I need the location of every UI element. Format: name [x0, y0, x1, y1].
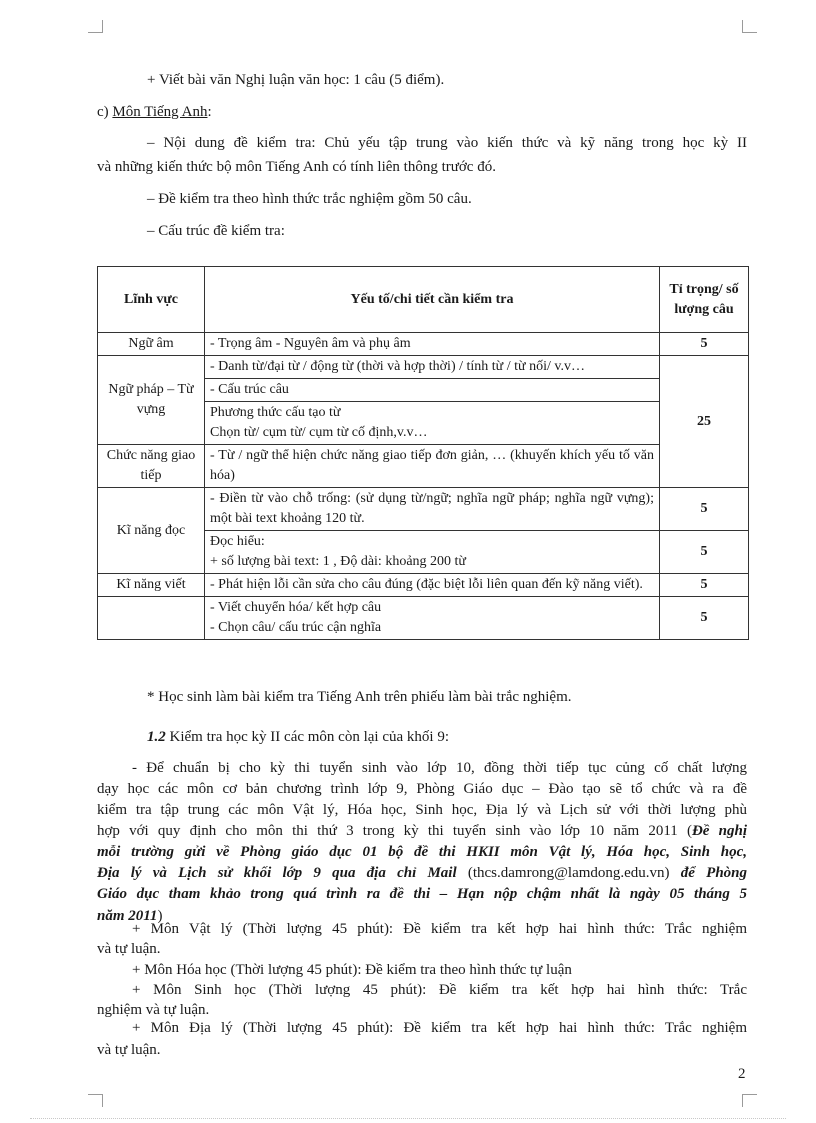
para3: – Cấu trúc đề kiểm tra: — [147, 223, 285, 239]
section-1-2-title: Kiểm tra học kỳ II các môn còn lại của khối 9: — [169, 729, 449, 745]
crop-mark-top-left — [88, 20, 103, 33]
field-cell: Ngữ pháp – Từ vựng — [98, 356, 205, 445]
para4-line4-emphasis: Đề nghị — [691, 823, 747, 839]
weight-cell: 5 — [660, 574, 749, 597]
weight-cell: 5 — [660, 333, 749, 356]
para4-line4-text: hợp với quy định cho môn thi thứ 3 trong kỳ thi tuyển sinh vào lớp 10 năm 2011 ( — [97, 823, 692, 839]
detail-line: + số lượng bài text: 1 , Độ dài: khoảng 200 từ — [210, 554, 467, 569]
page-bottom-rule — [30, 1118, 786, 1119]
crop-mark-bottom-right — [742, 1094, 757, 1107]
para1-line1: – Nội dung đề kiểm tra: Chủ yếu tập trung vào kiến thức và kỹ năng trong học kỳ II — [147, 135, 747, 151]
para4-line1: - Để chuẩn bị cho kỳ thi tuyển sinh vào lớp 10, đồng thời tiếp tục củng cố chất lượng — [132, 760, 747, 776]
subject-biology-line2: nghiệm và tự luận. — [97, 1002, 210, 1018]
subject-chemistry: + Môn Hóa học (Thời lượng 45 phút): Đề kiểm tra theo hình thức tự luận — [132, 962, 572, 978]
page-number: 2 — [738, 1066, 746, 1082]
field-cell: Kĩ năng đọc — [98, 488, 205, 574]
weight-cell: 5 — [660, 531, 749, 574]
section-c-prefix: c) — [97, 104, 109, 120]
crop-mark-top-right — [742, 20, 757, 33]
para4-line5: mỗi trường gửi về Phòng giáo dục 01 bộ đề thi HKII môn Vật lý, Hóa học, Sinh học, — [97, 844, 747, 860]
field-cell: Ngữ âm — [98, 333, 205, 356]
field-cell: Kĩ năng viết — [98, 574, 205, 597]
table-row — [98, 356, 749, 379]
detail-cell — [205, 402, 660, 445]
table-row — [98, 488, 749, 531]
para4-line8-emphasis: năm 2011 — [97, 908, 158, 924]
detail-cell — [205, 531, 660, 574]
detail-line: - Chọn câu/ cấu trúc cận nghĩa — [210, 620, 382, 635]
field-cell: Chức năng giao tiếp — [98, 445, 205, 488]
para4-line7: Giáo dục tham khảo trong quá trình ra đề thi – Hạn nộp chậm nhất là ngày 05 tháng 5 — [97, 886, 747, 902]
detail-cell: - Từ / ngữ thể hiện chức năng giao tiếp đơn giản, … (khuyến khích yếu tố văn hóa) — [205, 445, 660, 488]
para4-line6-email: (thcs.damrong@lamdong.edu.vn) — [456, 865, 681, 881]
para4-line6-emphasis: Địa lý và Lịch sử khối lớp 9 qua địa chỉ Mail — [97, 865, 457, 881]
subject-physics-line2: và tự luận. — [97, 941, 161, 957]
subject-geography-line1: + Môn Địa lý (Thời lượng 45 phút): Đề kiểm tra kết hợp hai hình thức: Trắc nghiệm — [132, 1020, 747, 1036]
detail-cell — [205, 597, 660, 640]
header-weight: Tỉ trọng/ số lượng câu — [660, 267, 749, 333]
detail-cell: - Điền từ vào chỗ trống: (sử dụng từ/ngữ; nghĩa ngữ pháp; nghĩa ngữ vựng); một bài text khoảng 120 từ. — [205, 488, 660, 531]
para1-line2: và những kiến thức bộ môn Tiếng Anh có tính liên thông trước đó. — [97, 159, 496, 175]
table-row — [98, 445, 749, 488]
detail-cell: - Danh từ/đại từ / động từ (thời và hợp thời) / tính từ / từ nối/ v.v… — [205, 356, 660, 379]
para2: – Đề kiểm tra theo hình thức trắc nghiệm gồm 50 câu. — [147, 191, 472, 207]
detail-cell: - Trọng âm - Nguyên âm và phụ âm — [205, 333, 660, 356]
detail-line: Đọc hiểu: — [210, 534, 265, 549]
table-header-row — [98, 267, 749, 333]
table-row — [98, 333, 749, 356]
intro-line: + Viết bài văn Nghị luận văn học: 1 câu (5 điểm). — [147, 72, 445, 88]
detail-line: - Viết chuyển hóa/ kết hợp câu — [210, 600, 382, 615]
para4-line8-text: ) — [157, 908, 163, 924]
table-row — [98, 597, 749, 640]
field-cell — [98, 597, 205, 640]
para4-line4 — [97, 823, 747, 840]
detail-line: Phương thức cấu tạo từ — [210, 405, 341, 420]
crop-mark-bottom-left — [88, 1094, 103, 1107]
para4-line3: kiểm tra tập trung các môn Vật lý, Hóa học, Sinh học, Địa lý và Lịch sử với thời lượng phù — [97, 802, 747, 818]
header-field: Lĩnh vực — [98, 267, 205, 333]
section-1-2-number: 1.2 — [147, 729, 166, 745]
para4-line6-emphasis-2: để Phòng — [680, 865, 748, 881]
subject-geography-line2: và tự luận. — [97, 1042, 161, 1058]
para4-line6 — [97, 865, 747, 882]
section-c-heading — [97, 103, 212, 121]
weight-cell: 5 — [660, 488, 749, 531]
detail-cell: - Phát hiện lỗi cần sửa cho câu đúng (đặc biệt lỗi liên quan đến kỹ năng viết). — [205, 574, 660, 597]
section-c-title: Môn Tiếng Anh — [112, 104, 208, 120]
note: * Học sinh làm bài kiểm tra Tiếng Anh trên phiếu làm bài trắc nghiệm. — [147, 689, 572, 705]
detail-cell: - Cấu trúc câu — [205, 379, 660, 402]
subject-physics-line1: + Môn Vật lý (Thời lượng 45 phút): Đề kiểm tra kết hợp hai hình thức: Trắc nghiệm — [132, 921, 747, 937]
weight-cell: 5 — [660, 597, 749, 640]
detail-line: Chọn từ/ cụm từ/ cụm từ cố định,v.v… — [210, 425, 428, 440]
table-row — [98, 574, 749, 597]
test-structure-table — [97, 266, 749, 640]
para4-line2: dạy học các môn cơ bản chương trình lớp 9, Phòng Giáo dục – Đào tạo sẽ tổ chức và ra đề — [97, 781, 747, 797]
section-c-suffix: : — [207, 104, 212, 120]
header-detail: Yếu tố/chi tiết cần kiểm tra — [205, 267, 660, 333]
subject-biology-line1: + Môn Sinh học (Thời lượng 45 phút): Đề kiểm tra kết hợp hai hình thức: Trắc — [132, 982, 747, 998]
weight-cell-merged: 25 — [660, 356, 749, 488]
section-1-2-heading — [147, 728, 449, 746]
